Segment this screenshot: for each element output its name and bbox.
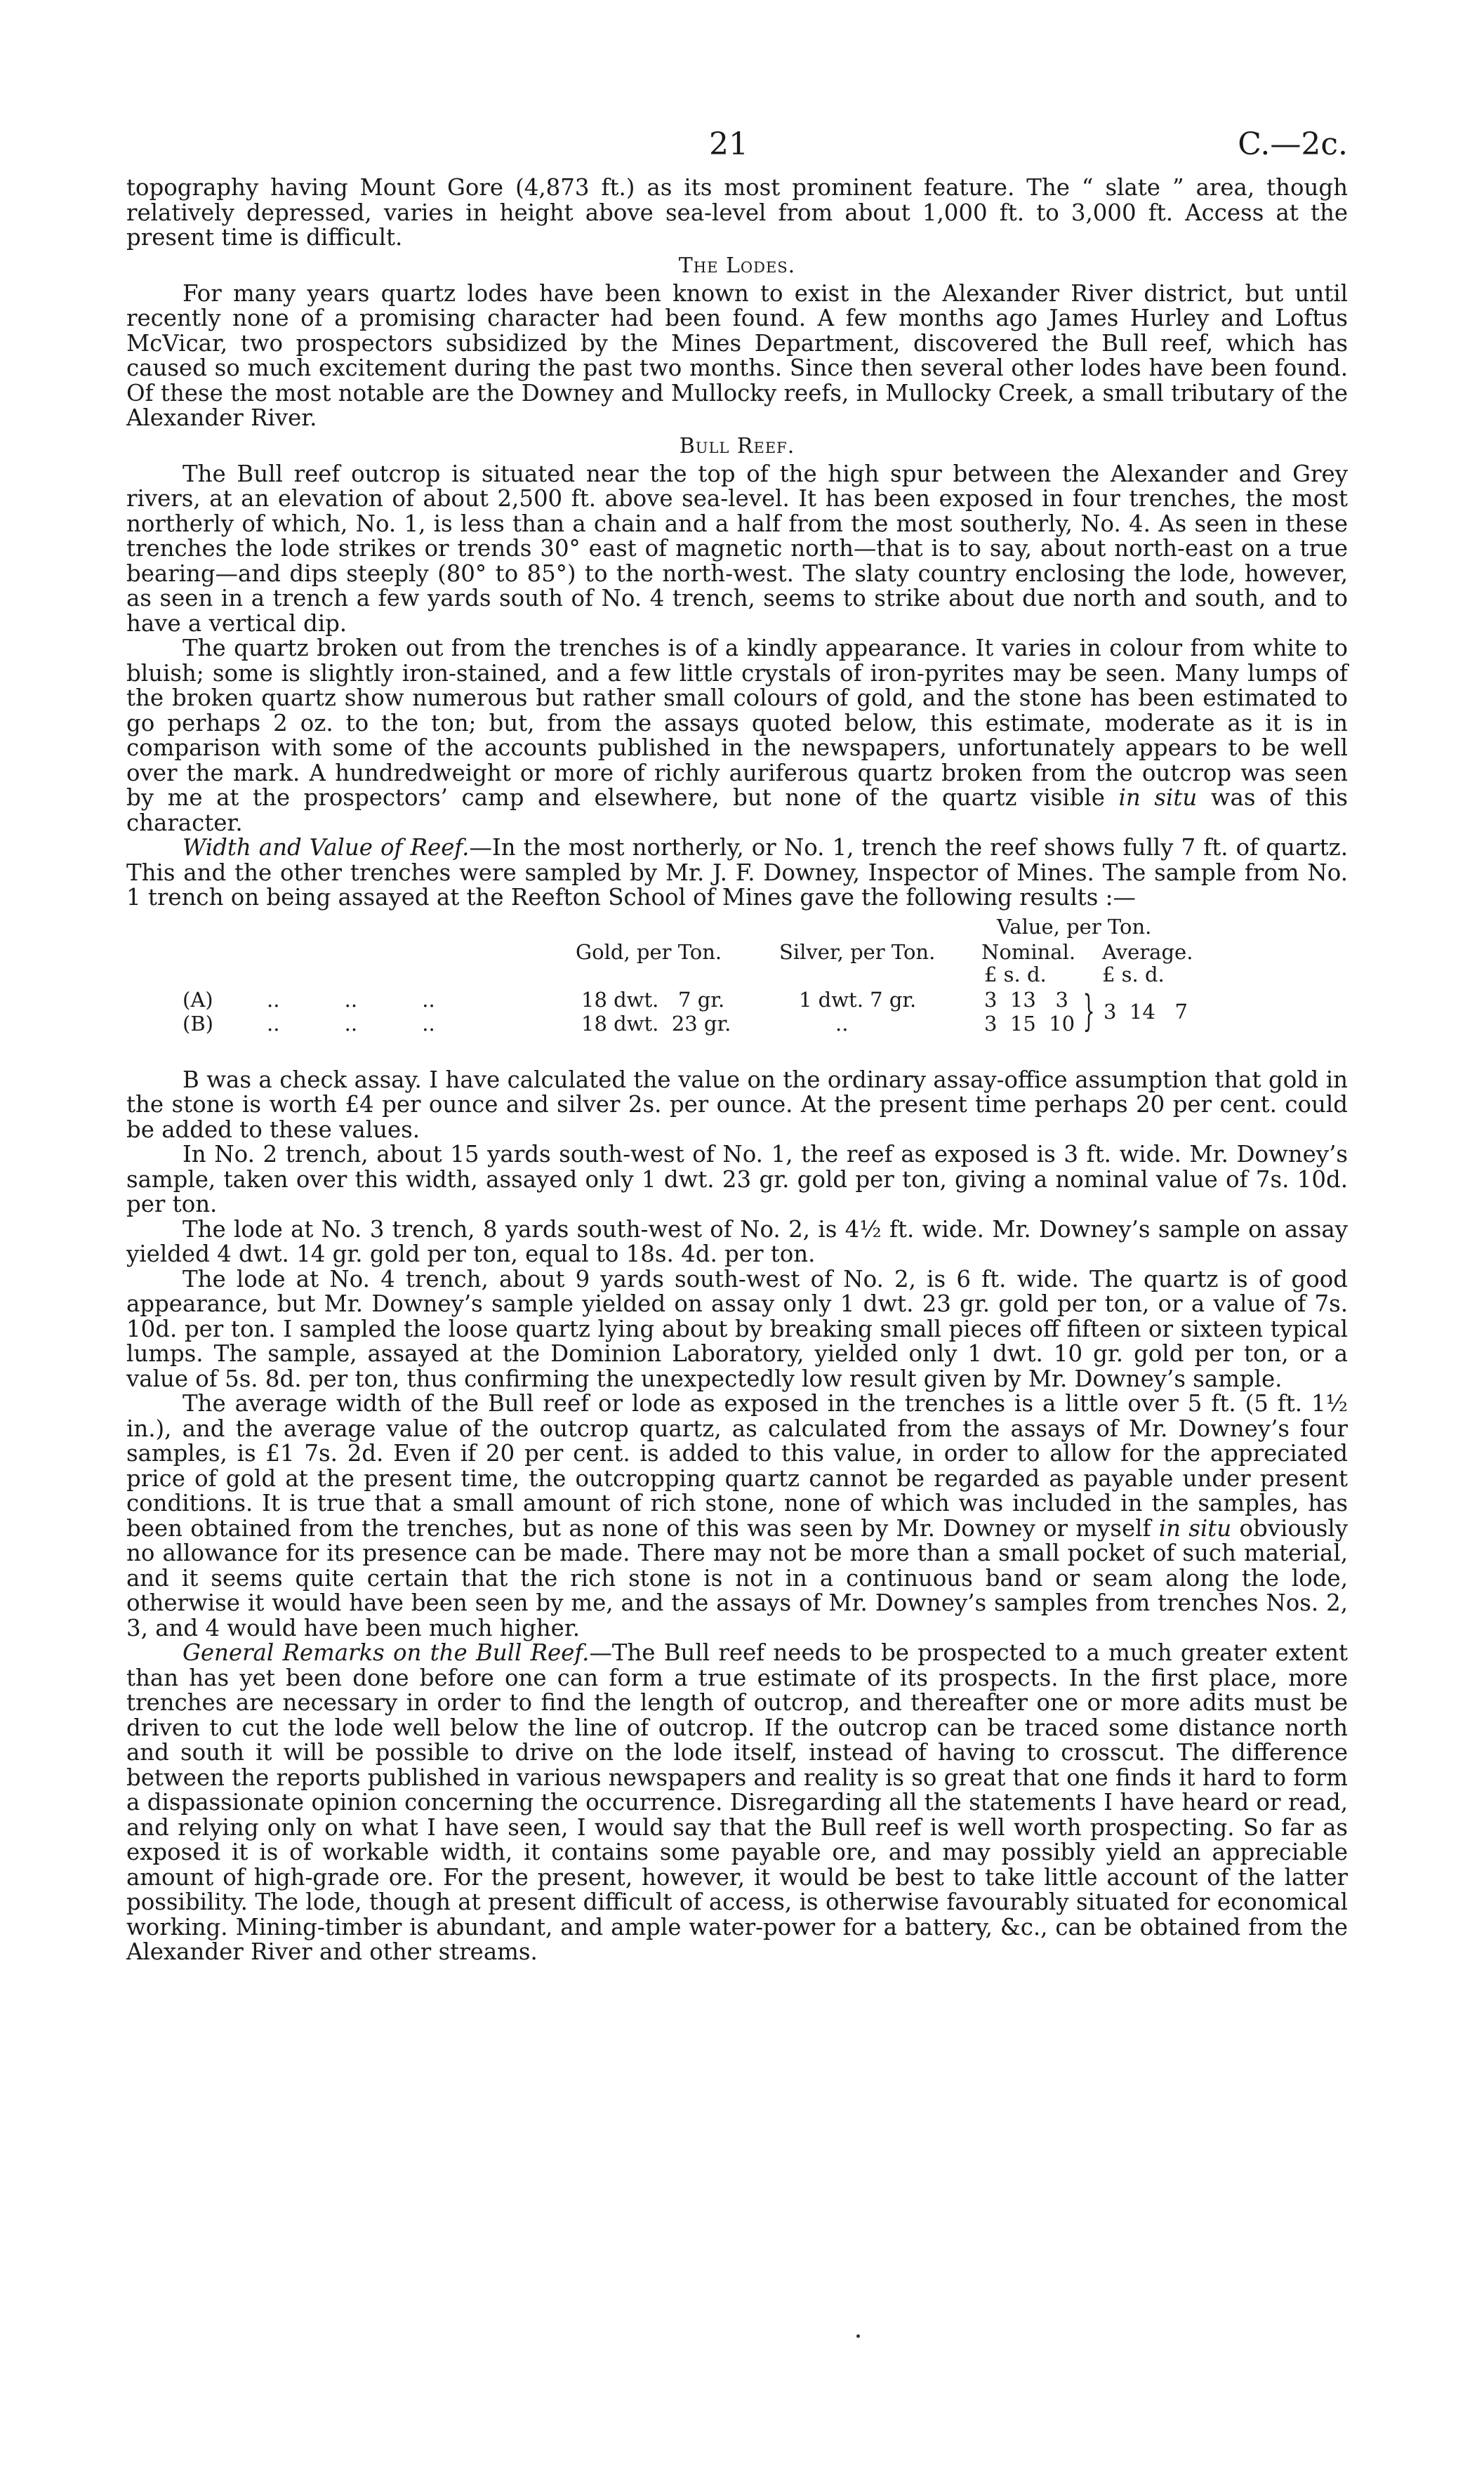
paragraph-width-value <box>126 835 1348 911</box>
stray-mark <box>856 2334 860 2338</box>
paragraph-general-remarks-text: —The Bull reef needs to be prospected to a much greater extent than has yet been done before one can form a true estimate of its prospects. In the first place, more trenches are necessary in order to find the length of outcrop, and thereafter one or more adits must be driven to cut the lode well below the line of outcrop. If the outcrop can be traced some distance north and south it will be possible to drive on the lode itself, instead of having to crosscut. The difference between the reports published in various newspapers and reality is so great that one finds it hard to form a dispassionate opinion concerning the occurrence. Disregarding all the statements I have heard or read, and relying only on what I have seen, I would say that the Bull reef is well worth prospecting. So far as exposed it is of workable width, it contains some payable ore, and may possibly yield an appreciable amount of high-grade ore. For the present, however, it would be best to take little account of the latter possibility. The lode, though at present difficult of access, is otherwise favourably situated for economical working. Mining-timber is abundant, and ample water-power for a battery, &c., can be obtained from the Alexander River and other streams. <box>126 1639 1349 1965</box>
document-reference: C.—2c. <box>1238 126 1348 162</box>
col-header-nominal: Nominal. <box>981 939 1076 964</box>
row-label-a: (A) <box>183 987 213 1012</box>
paragraph-general-remarks <box>126 1641 1348 1965</box>
paragraph-trench-4: The lode at No. 4 trench, about 9 yards south-west of No. 2, is 6 ft. wide. The quartz is of good appearance, but Mr. Downey’s sample yielded on assay only 1 dwt. 23 gr. gold per ton, or a value of 7s. 10d. per ton. I sampled the loose quartz lying about by breaking small pieces off fifteen or sixteen typical lumps. The sample, assayed at the Dominion Laboratory, yielded only 1 dwt. 10 gr. gold per ton, or a value of 5s. 8d. per ton, thus confirming the unexpectedly low result given by Mr. Downey’s sample. <box>126 1265 1348 1392</box>
row-gold-b: 18 dwt. 23 gr. <box>581 1011 731 1036</box>
paragraph-quartz-appearance <box>126 636 1348 835</box>
lsd-header-nominal: £ s. d. <box>984 962 1047 986</box>
heading-the-lodes: The Lodes. <box>678 253 796 278</box>
row-silver-a: 1 dwt. 7 gr. <box>799 987 917 1012</box>
col-header-silver: Silver, per Ton. <box>779 939 936 964</box>
value-per-ton-header: Value, per Ton. <box>997 914 1152 939</box>
row-leader-a: .. .. .. <box>267 987 435 1012</box>
in-situ-term: in situ <box>1118 784 1198 811</box>
paragraph-topography: topography having Mount Gore (4,873 ft.) as its most prominent feature. The “ slate ” area, though relatively depressed, varies in height above sea-level from about 1,000 ft. to 3,000 ft. Access at the present time is difficult. <box>126 174 1348 251</box>
paragraph-quartz-text-a: The quartz broken out from the trenches is of a kindly appearance. It varies in colour from white to bluish; some is slightly iron-stained, and a few little crystals of iron-pyrites may be seen. Many lumps of the broken quartz show numerous but rather small colours of gold, and the stone has been estimated to go perhaps 2 oz. to the ton; but, from the assays quoted below, this estimate, moderate as it is in comparison with some of the accounts published in the newspapers, unfortunately appears to be well over the mark. A hundredweight or more of richly auriferous quartz broken from the outcrop was seen by me at the prospectors’ camp and elsewhere, but none of the quartz visible <box>126 635 1348 811</box>
heading-bull-reef: Bull Reef. <box>679 433 795 458</box>
page-number: 21 <box>709 126 748 162</box>
paragraph-trench-3: The lode at No. 3 trench, 8 yards south-west of No. 2, is 4½ ft. wide. Mr. Downey’s sample on assay yielded 4 dwt. 14 gr. gold per ton, equal to 18s. 4d. per ton. <box>126 1215 1348 1267</box>
paragraph-quartz-lodes: For many years quartz lodes have been known to exist in the Alexander River district, but until recently none of a promising character had been found. A few months ago James Hurley and Loftus McVicar, two prospectors subsidized by the Mines Department, discovered the Bull reef, which has caused so much excitement during the past two months. Since then several other lodes have been found. Of these the most notable are the Downey and Mullocky reefs, in Mullocky Creek, a small tributary of the Alexander River. <box>126 279 1348 431</box>
assay-results-table <box>126 915 1348 1055</box>
paragraph-average-width <box>126 1391 1348 1641</box>
row-nominal-b: 3 15 10 <box>984 1011 1075 1036</box>
paragraph-quartz-text-b: was of this character. <box>126 784 1348 836</box>
paragraph-outcrop: The Bull reef outcrop is situated near the top of the high spur between the Alexander and Grey rivers, at an elevation of about 2,500 ft. above sea-level. It has been exposed in four trenches, the most northerly of which, No. 1, is less than a chain and a half from the most southerly, No. 4. As seen in these trenches the lode strikes or trends 30° east of magnetic north—that is to say, about north-east on a true bearing—and dips steeply (80° to 85°) to the north-west. The slaty country enclosing the lode, however, as seen in a trench a few yards south of No. 4 trench, seems to strike about due north and south, and to have a vertical dip. <box>126 460 1348 637</box>
run-in-title-width-value: Width and Value of Reef. <box>183 834 470 861</box>
paragraph-check-assay: B was a check assay. I have calculated the value on the ordinary assay-office assumption that gold in the stone is worth £4 per ounce and silver 2s. per ounce. At the present time perhaps 20 per cent. could be added to these values. <box>126 1066 1348 1143</box>
run-in-title-general-remarks: General Remarks on the Bull Reef. <box>183 1639 590 1666</box>
paragraph-average-text-a: The average width of the Bull reef or lode as exposed in the trenches is a little over 5 ft. (5 ft. 1½ in.), and the average value of the outcrop quartz, as calculated from the assays of Mr. Downey’s four samples, is £1 7s. 2d. Even if 20 per cent. is added to this value, in order to allow for the appreciated price of gold at the present time, the outcropping quartz cannot be regarded as payable under present conditions. It is true that a small amount of rich stone, none of which was included in the samples, has been obtained from the trenches, but as none of this was seen by Mr. Downey or myself <box>126 1390 1348 1542</box>
average-value: 3 14 7 <box>1104 999 1188 1024</box>
lsd-header-average: £ s. d. <box>1102 962 1165 986</box>
row-silver-b: .. <box>835 1011 849 1036</box>
row-gold-a: 18 dwt. 7 gr. <box>581 987 725 1012</box>
row-nominal-a: 3 13 3 <box>984 987 1068 1012</box>
closing-brace-icon: } <box>1082 986 1095 1036</box>
col-header-gold: Gold, per Ton. <box>576 939 722 964</box>
row-label-b: (B) <box>183 1011 213 1036</box>
page-header <box>126 126 1348 176</box>
document-page <box>126 126 1348 1965</box>
in-situ-term-2: in situ <box>1158 1514 1232 1542</box>
paragraph-average-text-b: obviously no allowance for its presence can be made. There may not be more than a small pocket of such material, and it seems quite certain that the rich stone is not in a continuous band or seam along the lode, otherwise it would have been seen by me, and the assays of Mr. Downey’s samples from trenches Nos. 2, 3, and 4 would have been much higher. <box>126 1514 1348 1641</box>
row-leader-b: .. .. .. <box>267 1011 435 1036</box>
paragraph-width-value-text: —In the most northerly, or No. 1, trench the reef shows fully 7 ft. of quartz. This and the other trenches were sampled by Mr. J. F. Downey, Inspector of Mines. The sample from No. 1 trench on being assayed at the Reefton School of Mines gave the following results :— <box>126 834 1348 911</box>
paragraph-trench-2: In No. 2 trench, about 15 yards south-west of No. 1, the reef as exposed is 3 ft. wide. Mr. Downey’s sample, taken over this width, assayed only 1 dwt. 23 gr. gold per ton, giving a nominal value of 7s. 10d. per ton. <box>126 1141 1348 1217</box>
col-header-average: Average. <box>1102 939 1193 964</box>
